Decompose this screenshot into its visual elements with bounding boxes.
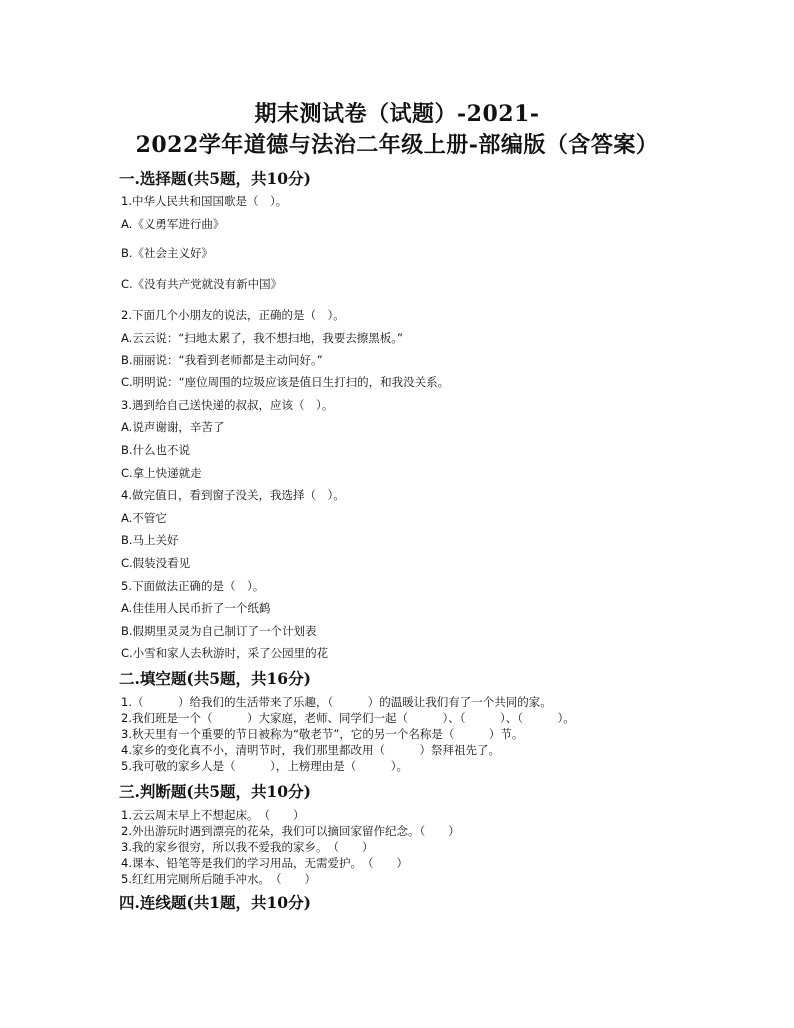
page-title-line-2: 2022学年道德与法治二年级上册-部编版（含答案） — [135, 132, 659, 158]
question-line: 4.课本、铅笔等是我们的学习用品，无需爱护。 （ ） — [121, 856, 408, 870]
option-line: B.《社会主义好》 — [121, 246, 214, 260]
question-line: 2.外出游玩时遇到漂亮的花朵，我们可以摘回家留作纪念。（ ） — [121, 824, 460, 838]
option-line: C.明明说：“座位周围的垃圾应该是值日生打扫的，和我没关系。 — [121, 375, 450, 389]
question-line: 3.遇到给自己送快递的叔叔，应该（ ）。 — [121, 398, 334, 412]
question-line: 4.做完值日，看到窗子没关，我选择（ ）。 — [121, 488, 345, 502]
option-line: A.云云说：“扫地太累了，我不想扫地，我要去擦黑板。” — [121, 331, 403, 345]
option-line: A.佳佳用人民币折了一个纸鹤 — [121, 601, 271, 615]
option-line: A.《义勇军进行曲》 — [121, 217, 225, 231]
question-line: 1.云云周末早上不想起床。 （ ） — [121, 808, 305, 822]
question-line: 4.家乡的变化真不小，清明节时，我们那里都改用（ ）祭拜祖先了。 — [121, 743, 500, 757]
option-line: C.拿上快递就走 — [121, 466, 202, 480]
question-line: 3.我的家乡很穷，所以我不爱我的家乡。 （ ） — [121, 840, 374, 854]
section-heading-fill: 二.填空题(共5题，共16分) — [119, 669, 311, 688]
option-line: B.丽丽说：“我看到老师都是主动问好。” — [121, 353, 323, 367]
question-line: 3.秋天里有一个重要的节日被称为“敬老节”，它的另一个名称是（ ）节。 — [121, 727, 524, 741]
option-line: C.《没有共产党就没有新中国》 — [121, 277, 283, 291]
option-line: B.马上关好 — [121, 533, 179, 547]
question-line: 5.下面做法正确的是（ ）。 — [121, 579, 265, 593]
question-line: 1.（ ）给我们的生活带来了乐趣，（ ）的温暖让我们有了一个共同的家。 — [121, 695, 552, 709]
section-heading-match: 四.连线题(共1题，共10分) — [119, 893, 311, 912]
option-line: A.说声谢谢，辛苦了 — [121, 420, 225, 434]
question-line: 2.我们班是一个（ ）大家庭，老师、同学们一起（ ）、（ ）、（ ）。 — [121, 711, 575, 725]
option-line: B.什么也不说 — [121, 443, 191, 457]
option-line: C.假装没看见 — [121, 556, 191, 570]
section-heading-choice: 一.选择题(共5题，共10分) — [119, 169, 311, 188]
question-line: 5.红红用完厕所后随手冲水。 （ ） — [121, 872, 316, 886]
option-line: A.不管它 — [121, 511, 167, 525]
question-line: 5.我可敬的家乡人是（ ），上榜理由是（ ）。 — [121, 759, 408, 773]
question-line: 2.下面几个小朋友的说法，正确的是（ ）。 — [121, 308, 345, 322]
section-heading-judge: 三.判断题(共5题，共10分) — [119, 782, 311, 801]
page-title-line-1: 期末测试卷（试题）-2021- — [254, 101, 540, 127]
question-line: 1.中华人民共和国国歌是（ ）。 — [121, 194, 288, 208]
option-line: B.假期里灵灵为自己制订了一个计划表 — [121, 624, 317, 638]
option-line: C.小雪和家人去秋游时，采了公园里的花 — [121, 646, 329, 660]
